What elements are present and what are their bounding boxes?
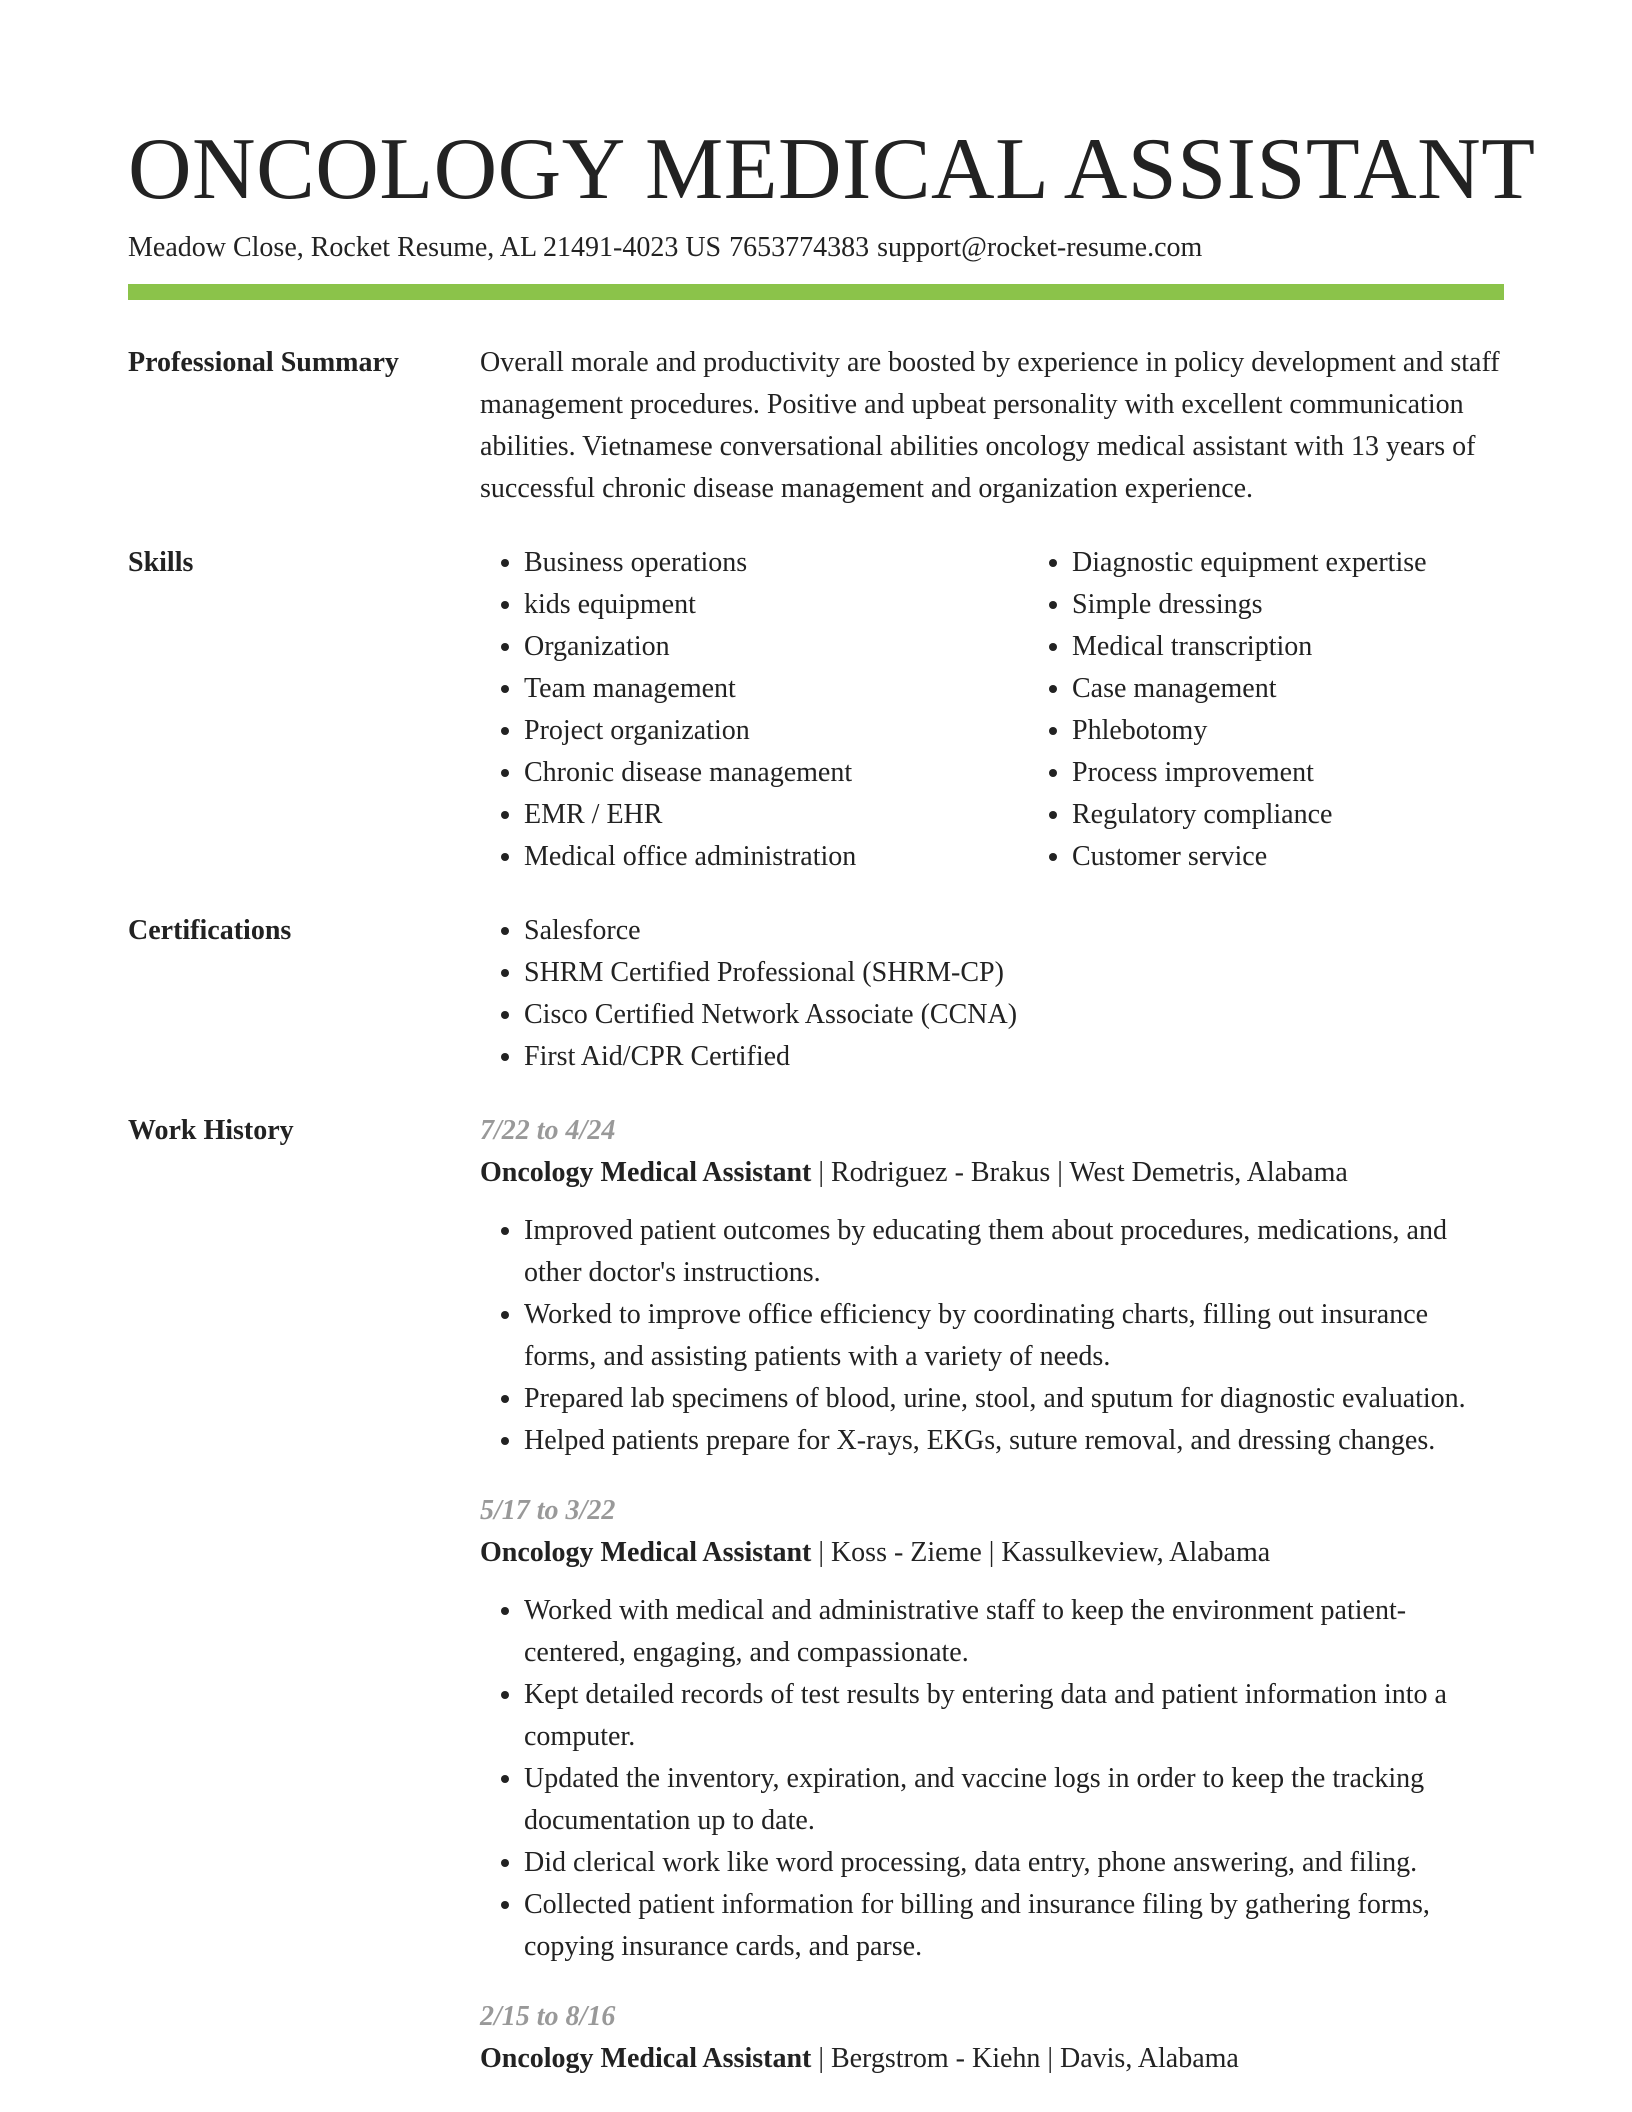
skill-item: • kids equipment bbox=[524, 584, 1028, 626]
job-employer-location: | Bergstrom - Kiehn | Davis, Alabama bbox=[811, 2043, 1239, 2074]
job-bullet: • Improved patient outcomes by educating them about procedures, medications, and other doctor's instructions. bbox=[524, 1210, 1504, 1294]
skill-item: • Project organization bbox=[524, 710, 1028, 752]
skill-item: • Simple dressings bbox=[1072, 584, 1576, 626]
skill-item: • Medical transcription bbox=[1072, 626, 1576, 668]
certifications-list bbox=[480, 910, 1504, 1078]
skill-item: • Medical office administration bbox=[524, 836, 1028, 878]
skill-item: • Customer service bbox=[1072, 836, 1576, 878]
resume-page bbox=[128, 120, 1536, 2080]
contact-line bbox=[128, 228, 1504, 268]
job-bullet: • Helped patients prepare for X-rays, EKGs, suture removal, and dressing changes. bbox=[524, 1420, 1504, 1462]
summary-heading: Professional Summary bbox=[128, 347, 399, 378]
summary-body bbox=[480, 342, 1504, 510]
skills-columns bbox=[480, 542, 1576, 878]
job-bullet: • Worked with medical and administrative staff to keep the environment patient-centered, engaging, and compassionate. bbox=[524, 1590, 1504, 1674]
job-employer-location: | Koss - Zieme | Kassulkeview, Alabama bbox=[811, 1537, 1271, 1568]
job-title-line bbox=[480, 1152, 1504, 1194]
skill-item: • Chronic disease management bbox=[524, 752, 1028, 794]
work-history-heading: Work History bbox=[128, 1115, 294, 1146]
summary-section bbox=[128, 342, 1504, 510]
skill-item: • Business operations bbox=[524, 542, 1028, 584]
skills-list-right bbox=[1028, 542, 1576, 878]
job-bullets bbox=[480, 1210, 1504, 1462]
skill-item: • Phlebotomy bbox=[1072, 710, 1576, 752]
job-bullet: • Worked to improve office efficiency by coordinating charts, filling out insurance forms, and assisting patients with a variety of needs. bbox=[524, 1294, 1504, 1378]
job-title: Oncology Medical Assistant bbox=[480, 1537, 812, 1568]
job-title-line bbox=[480, 2038, 1504, 2080]
work-history-body bbox=[480, 1110, 1504, 2080]
certification-item: • Salesforce bbox=[524, 910, 1504, 952]
job-bullet: • Did clerical work like word processing, data entry, phone answering, and filing. bbox=[524, 1842, 1504, 1884]
summary-text: Overall morale and productivity are boosted by experience in policy development and staff management procedures. Positive and upbeat personality with excellent communication abilities. Vietnamese conversational abilities oncology medical assistant with 13 years of successful chronic disease management and organization experience. bbox=[480, 347, 1500, 504]
contact-address: Meadow Close, Rocket Resume, AL 21491-4023 US bbox=[128, 232, 722, 263]
certifications-heading: Certifications bbox=[128, 915, 292, 946]
skills-section bbox=[128, 542, 1504, 878]
work-history-section bbox=[128, 1110, 1504, 2080]
skill-item: • Case management bbox=[1072, 668, 1576, 710]
skill-item: • Diagnostic equipment expertise bbox=[1072, 542, 1576, 584]
job-title: Oncology Medical Assistant bbox=[480, 2043, 812, 2074]
skills-body bbox=[480, 542, 1576, 878]
skills-heading: Skills bbox=[128, 547, 194, 578]
certification-item: • Cisco Certified Network Associate (CCNA) bbox=[524, 994, 1504, 1036]
certification-item: • SHRM Certified Professional (SHRM-CP) bbox=[524, 952, 1504, 994]
job-entry bbox=[480, 1996, 1504, 2080]
job-bullets bbox=[480, 1590, 1504, 1968]
contact-email: support@rocket-resume.com bbox=[877, 232, 1203, 263]
job-title-line bbox=[480, 1532, 1504, 1574]
header-divider bbox=[128, 284, 1504, 300]
skill-item: • Team management bbox=[524, 668, 1028, 710]
contact-phone: 7653774383 bbox=[729, 232, 870, 263]
job-dates: 5/17 to 3/22 bbox=[480, 1495, 616, 1526]
job-dates: 7/22 to 4/24 bbox=[480, 1115, 616, 1146]
skills-list-left bbox=[480, 542, 1028, 878]
candidate-name: ONCOLOGY MEDICAL ASSISTANT bbox=[128, 121, 1536, 218]
job-bullet: • Collected patient information for billing and insurance filing by gathering forms, copying insurance cards, and parse. bbox=[524, 1884, 1504, 1968]
job-entry bbox=[480, 1490, 1504, 1968]
job-bullet: • Updated the inventory, expiration, and vaccine logs in order to keep the tracking documentation up to date. bbox=[524, 1758, 1504, 1842]
job-bullet: • Prepared lab specimens of blood, urine, stool, and sputum for diagnostic evaluation. bbox=[524, 1378, 1504, 1420]
job-entry bbox=[480, 1110, 1504, 1462]
certifications-body bbox=[480, 910, 1504, 1078]
skill-item: • Organization bbox=[524, 626, 1028, 668]
job-dates: 2/15 to 8/16 bbox=[480, 2001, 616, 2032]
skill-item: • Regulatory compliance bbox=[1072, 794, 1576, 836]
job-title: Oncology Medical Assistant bbox=[480, 1157, 812, 1188]
certifications-section bbox=[128, 910, 1504, 1078]
job-employer-location: | Rodriguez - Brakus | West Demetris, Alabama bbox=[811, 1157, 1348, 1188]
job-bullet: • Kept detailed records of test results by entering data and patient information into a computer. bbox=[524, 1674, 1504, 1758]
skill-item: • Process improvement bbox=[1072, 752, 1576, 794]
skill-item: • EMR / EHR bbox=[524, 794, 1028, 836]
certification-item: • First Aid/CPR Certified bbox=[524, 1036, 1504, 1078]
